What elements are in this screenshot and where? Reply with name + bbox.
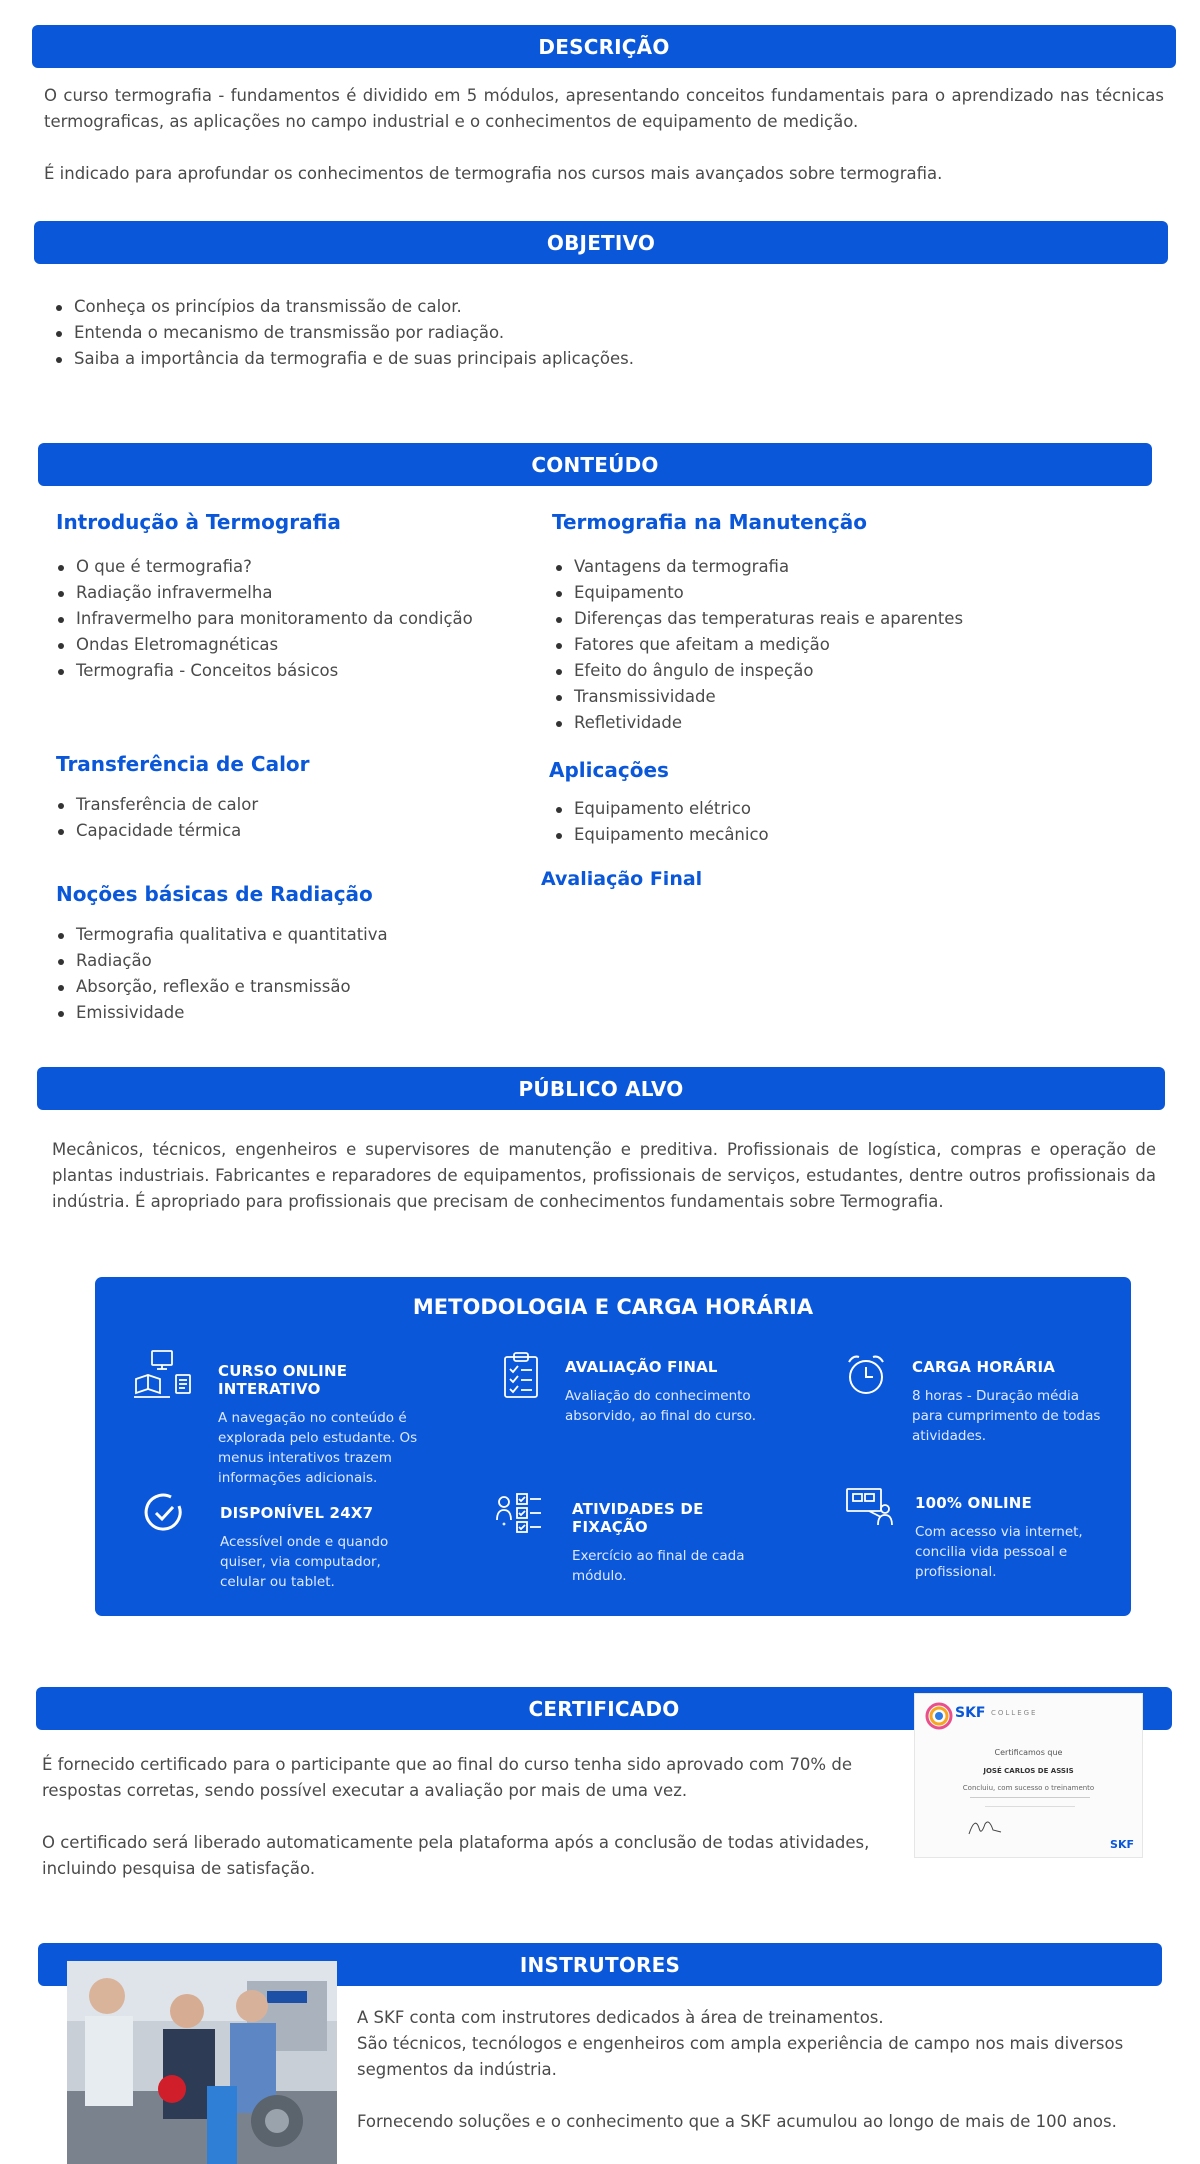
list-item: Absorção, reflexão e transmissão (56, 974, 536, 1000)
clipboard-checklist-icon (499, 1351, 543, 1399)
section-title: DESCRIÇÃO (538, 34, 670, 59)
list-item: Vantagens da termografia (554, 554, 1114, 580)
certificado-paragraph-2: O certificado será liberado automaticamente pela plataforma após a conclusão de todas atividades, incluindo pesquisa de satisfação. (42, 1833, 870, 1878)
instrutores-paragraph-1: A SKF conta com instrutores dedicados à área de treinamentos. (357, 2008, 884, 2027)
module-title-introducao: Introdução à Termografia (56, 510, 341, 534)
section-header-descricao (32, 25, 1176, 68)
metodologia-item-atividades (572, 1500, 772, 1586)
computer-book-icon (130, 1349, 196, 1401)
instructors-photo-illustration (67, 1961, 337, 2164)
list-item: O que é termografia? (56, 554, 536, 580)
check-circle-icon (143, 1492, 185, 1534)
module-list-introducao (56, 554, 536, 684)
cert-name: JOSÉ CARLOS DE ASSIS (983, 1767, 1074, 1775)
cert-divider (985, 1806, 1075, 1807)
list-item: Ondas Eletromagnéticas (56, 632, 536, 658)
module-list-radiacao (56, 922, 536, 1026)
list-item: Capacidade térmica (56, 818, 536, 844)
metodologia-item-100-online (915, 1494, 1105, 1582)
metodologia-item-desc: Exercício ao final de cada módulo. (572, 1548, 745, 1584)
list-item: Fatores que afeitam a medição (554, 632, 1114, 658)
section-header-objetivo (34, 221, 1168, 264)
metodologia-item-curso-online (218, 1362, 448, 1488)
cert-heading: Certificamos que (994, 1748, 1063, 1757)
list-item: Infravermelho para monitoramento da condição (56, 606, 536, 632)
metodologia-panel (95, 1277, 1131, 1616)
metodologia-item-carga-horaria (912, 1358, 1102, 1446)
list-item: Termografia qualitativa e quantitativa (56, 922, 536, 948)
section-title: CERTIFICADO (528, 1696, 680, 1721)
list-item: Efeito do ângulo de inspeção (554, 658, 1114, 684)
cert-divider (970, 1797, 1090, 1798)
list-item: Transmissividade (554, 684, 1114, 710)
skf-college-logo (925, 1702, 953, 1730)
list-item: Radiação (56, 948, 536, 974)
module-list-manutencao (554, 554, 1114, 736)
instrutores-paragraph-3: Fornecendo soluções e o conhecimento que a SKF acumulou ao longo de mais de 100 anos. (357, 2112, 1117, 2131)
module-title-aplicacoes: Aplicações (549, 758, 669, 782)
list-item: Emissividade (56, 1000, 536, 1026)
online-teacher-icon (845, 1487, 895, 1527)
metodologia-item-title: AVALIAÇÃO FINAL (565, 1358, 718, 1376)
section-title: CONTEÚDO (531, 452, 659, 477)
list-item: Termografia - Conceitos básicos (56, 658, 536, 684)
signature-icon (965, 1814, 1005, 1842)
instrutores-paragraph-2: São técnicos, tecnólogos e engenheiros com ampla experiência de campo nos mais diversos segmentos da indústria. (357, 2034, 1124, 2079)
list-item: Radiação infravermelha (56, 580, 536, 606)
metodologia-item-desc: Avaliação do conhecimento absorvido, ao final do curso. (565, 1388, 757, 1424)
list-item: Equipamento mecânico (554, 822, 1114, 848)
section-title: OBJETIVO (546, 230, 656, 255)
certificado-paragraph-1: É fornecido certificado para o participante que ao final do curso tenha sido aprovado com 70% de respostas corretas, sendo possível executar a avaliação por mais de uma vez. (42, 1755, 852, 1800)
metodologia-item-title: CURSO ONLINE INTERATIVO (218, 1362, 348, 1398)
module-title-manutencao: Termografia na Manutenção (552, 510, 867, 534)
section-header-conteudo (38, 443, 1152, 486)
module-title-radiacao: Noções básicas de Radiação (56, 882, 373, 906)
metodologia-item-avaliacao-final (565, 1358, 765, 1426)
alarm-clock-icon (845, 1352, 887, 1398)
metodologia-item-title: ATIVIDADES DE FIXAÇÃO (572, 1500, 704, 1536)
list-item: Saiba a importância da termografia e de suas principais aplicações. (54, 346, 1054, 372)
objetivo-list (54, 294, 1054, 372)
publico-alvo-paragraph: Mecânicos, técnicos, engenheiros e supervisores de manutenção e preditiva. Profissionais de logística, compras e operação de plantas industriais. Fabricantes e reparadores de equipamentos, profissionais de serviços, estudantes, dentre outros profissionais da indústria. É apropriado para profissionais que precisam de conhecimentos fundamentais sobre Termografia. (52, 1140, 1156, 1211)
section-title: PÚBLICO ALVO (518, 1076, 684, 1101)
metodologia-item-desc: A navegação no conteúdo é explorada pelo estudante. Os menus interativos trazem informações adicionais. (218, 1410, 418, 1486)
instructors-photo (67, 1961, 337, 2164)
list-item: Conheça os princípios da transmissão de calor. (54, 294, 1054, 320)
metodologia-item-desc: 8 horas - Duração média para cumprimento de todas atividades. (912, 1388, 1101, 1444)
module-title-avaliacao-final: Avaliação Final (541, 868, 703, 890)
metodologia-item-title: CARGA HORÁRIA (912, 1358, 1056, 1376)
cert-brand: SKF (955, 1705, 986, 1721)
module-list-transferencia (56, 792, 536, 844)
list-item: Refletividade (554, 710, 1114, 736)
list-item: Transferência de calor (56, 792, 536, 818)
list-item: Diferenças das temperaturas reais e aparentes (554, 606, 1114, 632)
metodologia-item-desc: Acessível onde e quando quiser, via computador, celular ou tablet. (220, 1534, 389, 1590)
metodologia-item-desc: Com acesso via internet, concilia vida pessoal e profissional. (915, 1524, 1083, 1580)
descricao-paragraph-1: O curso termografia - fundamentos é dividido em 5 módulos, apresentando conceitos fundamentais para o aprendizado nas técnicas termograficas, as aplicações no campo industrial e o conhecimentos de equipamento de medição. (44, 86, 1164, 131)
metodologia-item-title: DISPONÍVEL 24X7 (220, 1504, 374, 1522)
cert-footer-brand: SKF (1110, 1838, 1134, 1851)
section-header-publico-alvo (37, 1067, 1165, 1110)
cert-college: COLLEGE (991, 1709, 1038, 1717)
certificate-image (914, 1693, 1143, 1858)
metodologia-title: METODOLOGIA E CARGA HORÁRIA (412, 1295, 814, 1319)
cert-line: Concluiu, com sucesso o treinamento (962, 1784, 1095, 1792)
descricao-paragraph-2: É indicado para aprofundar os conhecimentos de termografia nos cursos mais avançados sobre termografia. (44, 164, 943, 183)
list-item: Equipamento elétrico (554, 796, 1114, 822)
section-title: INSTRUTORES (519, 1952, 681, 1977)
module-list-aplicacoes (554, 796, 1114, 848)
list-item: Entenda o mecanismo de transmissão por radiação. (54, 320, 1054, 346)
people-checklist-icon (495, 1490, 543, 1534)
module-title-transferencia: Transferência de Calor (56, 752, 310, 776)
metodologia-item-disponivel (220, 1504, 410, 1592)
list-item: Equipamento (554, 580, 1114, 606)
metodologia-item-title: 100% ONLINE (915, 1494, 1033, 1512)
